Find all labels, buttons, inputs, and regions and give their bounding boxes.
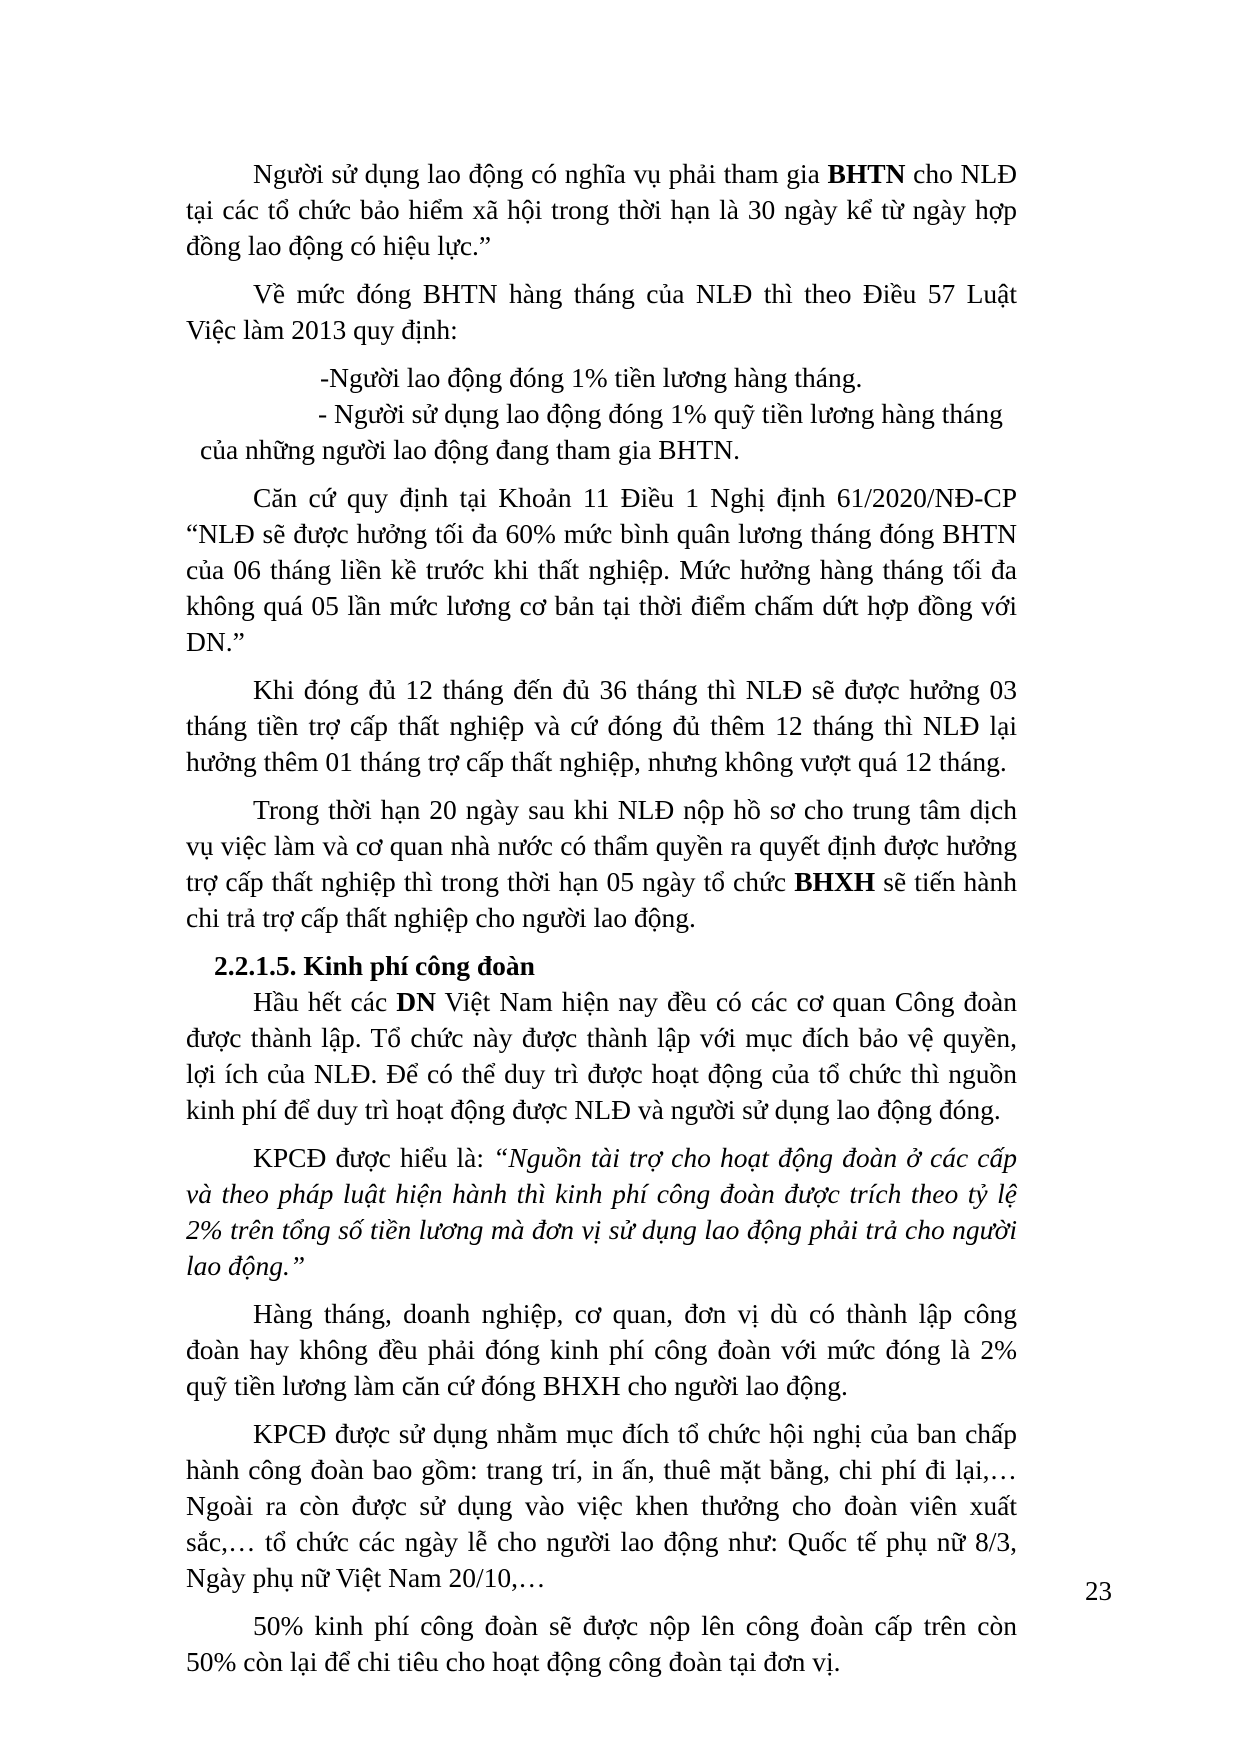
text-run: sẽ tiến hành chi trả trợ cấp thất nghiệp cho người lao động. <box>186 866 1017 933</box>
text-run: cho NLĐ tại các tổ chức bảo hiểm xã hội trong thời hạn là 30 ngày kể từ ngày hợp đồng lao động có hiệu lực.” <box>186 158 1017 261</box>
paragraph-kpcd-definition <box>186 1140 1017 1284</box>
bullet-employer-rate <box>200 396 1017 468</box>
paragraph-kpcd-split <box>186 1608 1017 1680</box>
text-run-italic: “Nguồn tài trợ cho hoạt động đoàn ở các cấp và theo pháp luật hiện hành thì kinh phí công đoàn được trích theo tỷ lệ 2% trên tổng số tiền lương mà đơn vị sử dụng lao động phải trả cho người lao động.” <box>186 1142 1017 1281</box>
text-run: KPCĐ được sử dụng nhằm mục đích tổ chức hội nghị của ban chấp hành công đoàn bao gồm: trang trí, in ấn, thuê mặt bằng, chi phí đi lại,… Ngoài ra còn được sử dụng vào việc khen thưởng cho đoàn viên xuất sắc,… tổ chức các ngày lễ cho người lao động như: Quốc tế phụ nữ 8/3, Ngày phụ nữ Việt Nam 20/10,… <box>186 1418 1017 1593</box>
paragraph-union-intro <box>186 984 1017 1128</box>
text-run: KPCĐ được hiểu là: <box>253 1142 494 1173</box>
text-run-bold: BHXH <box>794 866 876 897</box>
paragraph-benefit-months <box>186 672 1017 780</box>
text-run-bold: BHTN <box>827 158 906 189</box>
text-run: -Người lao động đóng 1% tiền lương hàng tháng. <box>320 362 863 393</box>
text-run: Hàng tháng, doanh nghiệp, cơ quan, đơn vị dù có thành lập công đoàn hay không đều phải đóng kinh phí công đoàn với mức đóng là 2% quỹ tiền lương làm căn cứ đóng BHXH cho người lao động. <box>186 1298 1017 1401</box>
paragraph-decree-61-2020 <box>186 480 1017 660</box>
paragraph-monthly-contribution <box>186 1296 1017 1404</box>
text-run: Khi đóng đủ 12 tháng đến đủ 36 tháng thì NLĐ sẽ được hưởng 03 tháng tiền trợ cấp thất nghiệp và cứ đóng đủ thêm 12 tháng thì NLĐ lại hưởng thêm 01 tháng trợ cấp thất nghiệp, nhưng không vượt quá 12 tháng. <box>186 674 1017 777</box>
text-run: - Người sử dụng lao động đóng 1% quỹ tiền lương hàng tháng của những người lao động đang tham gia BHTN. <box>200 398 1003 465</box>
page-number: 23 <box>1085 1576 1112 1606</box>
paragraph-bhtn-obligation <box>186 156 1017 264</box>
text-run-bold: DN <box>396 986 436 1017</box>
bullet-employee-rate <box>186 360 1017 396</box>
text-run: Trong thời hạn 20 ngày sau khi NLĐ nộp hồ sơ cho trung tâm dịch vụ việc làm và cơ quan nhà nước có thẩm quyền ra quyết định được hưởng trợ cấp thất nghiệp thì trong thời hạn 05 ngày tổ chức <box>186 794 1017 897</box>
paragraph-payment-deadline <box>186 792 1017 936</box>
paragraph-bhtn-rate-intro <box>186 276 1017 348</box>
section-heading-2-2-1-5 <box>214 948 1017 984</box>
text-run: Người sử dụng lao động có nghĩa vụ phải tham gia <box>253 158 828 189</box>
paragraph-kpcd-usage <box>186 1416 1017 1596</box>
text-run: Về mức đóng BHTN hàng tháng của NLĐ thì theo Điều 57 Luật Việc làm 2013 quy định: <box>186 278 1017 345</box>
text-run: Hầu hết các <box>253 986 397 1017</box>
heading-text: 2.2.1.5. Kinh phí công đoàn <box>214 950 535 981</box>
text-run: Việt Nam hiện nay đều có các cơ quan Công đoàn được thành lập. Tổ chức này được thành lập với mục đích bảo vệ quyền, lợi ích của NLĐ. Để có thể duy trì được hoạt động của tổ chức thì nguồn kinh phí để duy trì hoạt động được NLĐ và người sử dụng lao động đóng. <box>186 986 1017 1125</box>
text-run: 50% kinh phí công đoàn sẽ được nộp lên công đoàn cấp trên còn 50% còn lại để chi tiêu cho hoạt động công đoàn tại đơn vị. <box>186 1610 1017 1677</box>
text-run: Căn cứ quy định tại Khoản 11 Điều 1 Nghị định 61/2020/NĐ-CP “NLĐ sẽ được hưởng tối đa 60% mức bình quân lương tháng đóng BHTN của 06 tháng liền kề trước khi thất nghiệp. Mức hưởng hàng tháng tối đa không quá 05 lần mức lương cơ bản tại thời điểm chấm dứt hợp đồng với DN.” <box>186 482 1017 657</box>
text-block <box>186 156 1017 1692</box>
